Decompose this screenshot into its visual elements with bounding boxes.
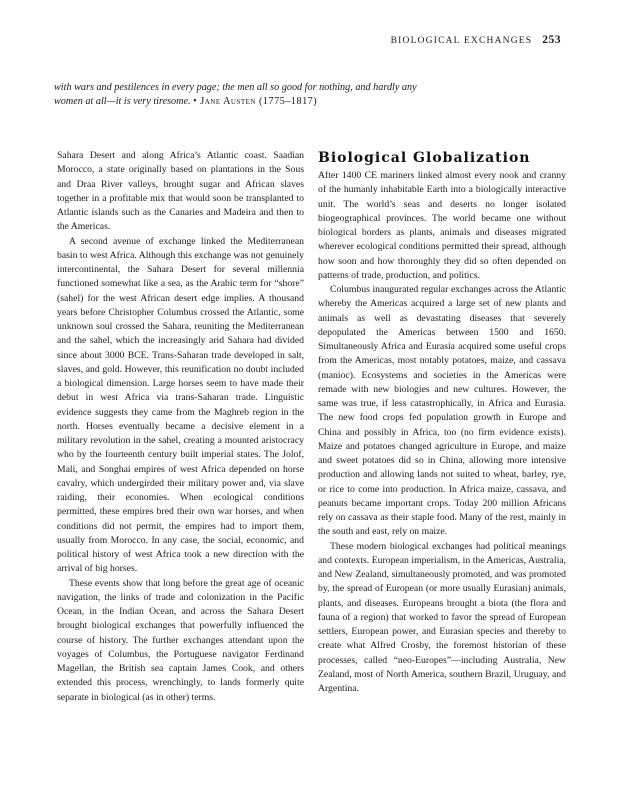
running-head	[391, 34, 561, 46]
left-paragraph-1: Sahara Desert and along Africa’s Atlantic coast. Saadian Morocco, a state originally based on plantations in the Sous and Draa River valleys, brought sugar and African slaves together in a profitable mix that would soon be transplanted to Atlantic islands such as the Canaries and Madeira and then to the Americas.	[57, 150, 304, 233]
left-paragraph-2: A second avenue of exchange linked the Mediterranean basin to west Africa. Although this exchange was not genuinely intercontinental, the Sahara Desert for several millennia functioned somewhat like a sea, as the Arabic term for “shore” (sahel) for the west African desert edge implies. A thousand years before Christopher Columbus crossed the Atlantic, some unknown soul crossed the Sahara, reuniting the Mediterranean and the sahel, which the increasingly arid Sahara had divided since about 3000 BCE. Trans-Saharan trade developed in salt, slaves, and gold. However, this reunification no doubt included a biological dimension. Large horses seem to have made their debut in west Africa via trans-Saharan trade. Linguistic evidence suggests they came from the Maghreb region in the north. Horses eventually became a decisive element in a military revolution in the sahel, creating a mounted aristocracy who by the fourteenth century built imperial states. The Jolof, Mali, and Songhai empires of west Africa depended on horse cavalry, which undergirded their military power and, via slave raiding, their economies. When ecological conditions permitted, these empires bred their own war horses, and when conditions did not permit, the empires had to import them, usually from Morocco. In any case, the social, economic, and political history of west Africa took a new direction with the arrival of big horses.	[57, 235, 304, 575]
left-paragraph-3: These events show that long before the great age of oceanic navigation, the links of trade and colonization in the Pacific Ocean, in the Indian Ocean, and across the Sahara Desert brought biological exchanges that powerfully influenced the course of history. The further exchanges attendant upon the voyages of Columbus, the Portuguese navigator Ferdinand Magellan, the British sea captain James Cook, and others extended this process, wrenchingly, to lands formerly quite separate in biological (as in other) terms.	[57, 577, 304, 703]
right-column	[318, 149, 566, 696]
right-paragraph-2: Columbus inaugurated regular exchanges across the Atlantic whereby the Americas acquired a large set of new plants and animals as well as devastating diseases that severely depopulated the Americas between 1500 and 1650. Simultaneously Africa and Eurasia acquired some useful crops from the Americas, most notably potatoes, maize, and cassava (manioc). Ecosystems and societies in the Americas were remade with new biologies and new cultures. However, the same was true, if less catastrophically, in Africa and Eurasia. The new food crops fed population growth in Europe and China and possibly in Africa, too (no firm evidence exists). Maize and potatoes changed agriculture in Europe, and maize and sweet potatoes did so in China, allowing more intensive production and allowing lands not suited to wheat, barley, rye, or rice to come into production. In Africa maize, cassava, and peanuts became important crops. Today 200 million Africans rely on cassava as their staple food. Many of the rest, mainly in the south and east, rely on maize.	[318, 284, 566, 538]
epigraph	[54, 81, 424, 109]
epigraph-attribution: • Jane Austen (1775–1817)	[193, 96, 318, 107]
page-number: 253	[542, 34, 561, 46]
running-title: BIOLOGICAL EXCHANGES	[390, 36, 533, 46]
right-paragraph-3: These modern biological exchanges had political meanings and contexts. European imperialism, in the Americas, Australia, and New Zealand, simultaneously promoted, and was promoted by, the spread of European (or more usually Eurasian) animals, plants, and diseases. Europeans brought a biota (the flora and fauna of a region) that worked to favor the spread of European settlers, European power, and Eurasian species and thereby to create what Alfred Crosby, the foremost historian of these processes, called “neo-Europes”—including Australia, New Zealand, most of North America, southern Brazil, Uruguay, and Argentina.	[318, 540, 566, 694]
right-paragraph-1: After 1400 CE mariners linked almost every nook and cranny of the humanly inhabitable Earth into a biologically interactive unit. The world’s seas and deserts no longer isolated biogeographical provinces. The world became one without biological borders as plants, animals and diseases migrated wherever ecological conditions permitted their spread, although how soon and how thoroughly they did so often depended on patterns of trade, production, and politics.	[318, 170, 566, 281]
epigraph-text: with wars and pestilences in every page; the men all so good for nothing, and hardly any women at all—it is very tiresome.	[54, 82, 417, 107]
section-heading: Biological Globalization	[318, 150, 531, 166]
left-column	[57, 149, 304, 705]
